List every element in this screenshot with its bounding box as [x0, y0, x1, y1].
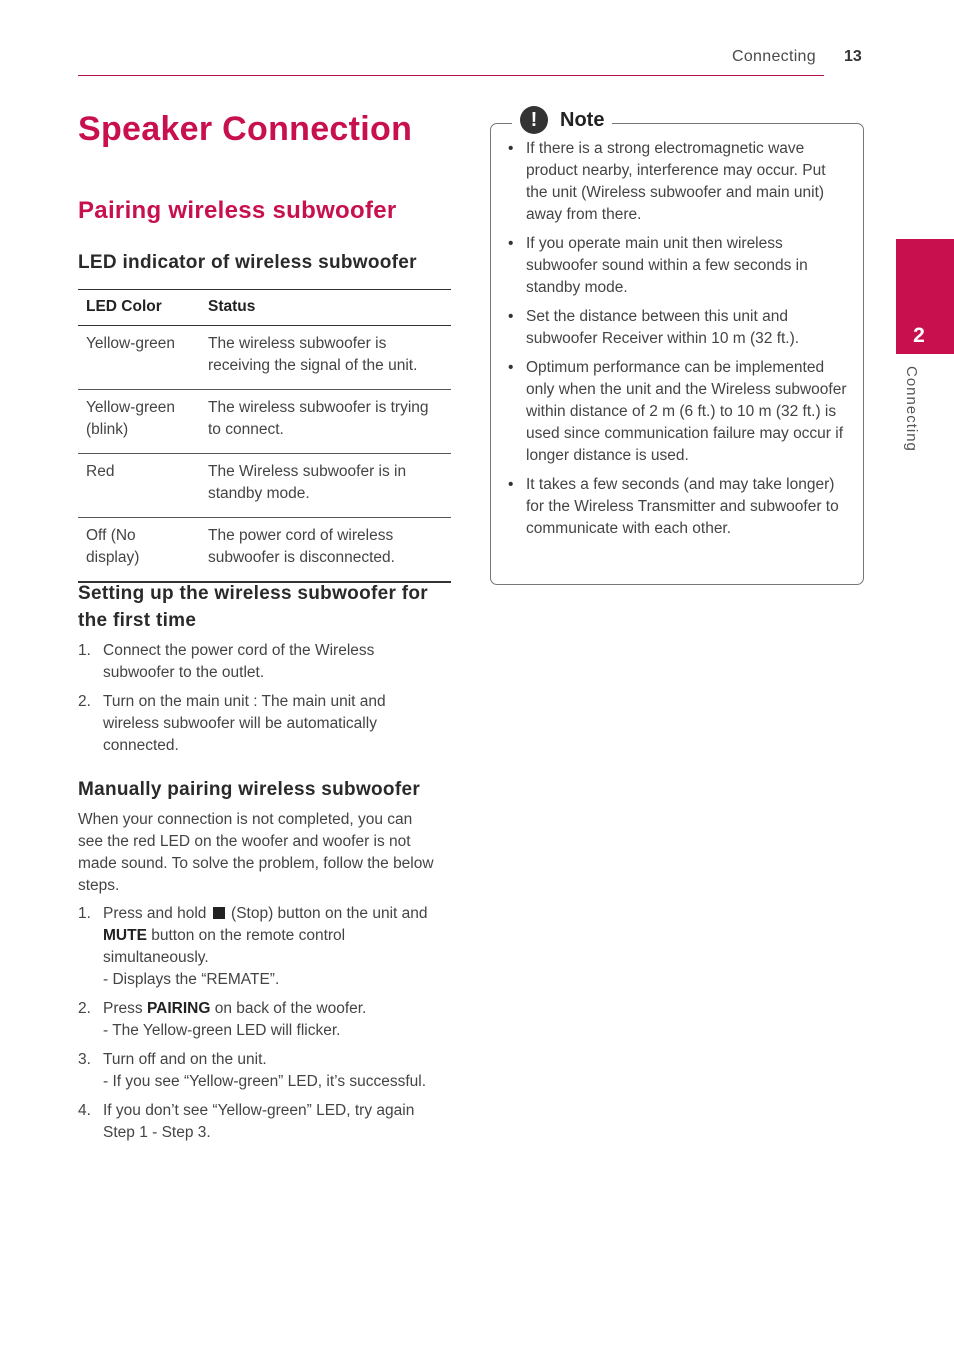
list-item: 4. If you don’t see “Yellow-green” LED, try again Step 1 - Step 3. — [78, 1102, 415, 1141]
list-item: 2. Press PAIRING on back of the woofer. - The Yellow-green LED will flicker. — [78, 998, 438, 1042]
setup-steps — [78, 640, 423, 764]
led-heading: LED indicator of wireless subwoofer — [78, 252, 417, 273]
led-color-cell: Yellow-green — [78, 326, 200, 390]
step-subnote: - The Yellow-green LED will flicker. — [103, 1022, 341, 1039]
step-subnote: - Displays the “REMATE”. — [103, 971, 280, 988]
step-text: Press — [103, 1000, 143, 1017]
step-text: Turn on the main unit : The main unit and wireless subwoofer will be automatically connected. — [103, 693, 386, 754]
step-text: on back of the woofer. — [214, 1000, 367, 1017]
led-status-cell: The wireless subwoofer is receiving the signal of the unit. — [200, 326, 451, 390]
note-list — [506, 138, 851, 547]
page-title: Speaker Connection — [78, 110, 413, 148]
note-header — [512, 104, 612, 136]
led-color-cell: Yellow-green (blink) — [78, 390, 200, 454]
header-rule — [78, 75, 824, 76]
chapter-tab — [896, 239, 954, 354]
step-text: (Stop) button on the unit and — [231, 905, 428, 922]
table-row — [78, 518, 451, 583]
list-item: 3. Turn off and on the unit. - If you see “Yellow-green” LED, it’s successful. — [78, 1049, 438, 1093]
list-item: 1. Connect the power cord of the Wireless subwoofer to the outlet. — [78, 642, 375, 681]
keyword-mute: MUTE — [103, 927, 147, 944]
chapter-label: Connecting — [903, 366, 920, 452]
list-item: • If there is a strong electromagnetic wave product nearby, interference may occur. Put the unit (Wireless subwoofer and main unit) away from there. — [506, 138, 851, 226]
led-status-cell: The wireless subwoofer is trying to connect. — [200, 390, 451, 454]
chapter-number: 2 — [913, 324, 925, 347]
led-color-cell: Red — [78, 454, 200, 518]
list-item: 2. Turn on the main unit : The main unit and wireless subwoofer will be automatically connected. — [78, 693, 386, 754]
step-text: If you don’t see “Yellow-green” LED, try again Step 1 - Step 3. — [103, 1102, 415, 1141]
running-header-section: Connecting — [732, 48, 816, 65]
manual-heading: Manually pairing wireless subwoofer — [78, 779, 421, 800]
list-item: • It takes a few seconds (and may take longer) for the Wireless Transmitter and subwoofer to communicate with each other. — [506, 474, 851, 540]
step-text: button on the remote control simultaneously. — [103, 927, 346, 966]
keyword-pairing: PAIRING — [146, 1000, 211, 1017]
exclamation-icon: ! — [520, 106, 548, 134]
note-label: Note — [560, 108, 605, 131]
led-color-cell: Off (No display) — [78, 518, 200, 583]
step-text: Press and hold — [103, 905, 207, 922]
step-text: Connect the power cord of the Wireless subwoofer to the outlet. — [103, 642, 375, 681]
led-table — [78, 289, 451, 583]
stop-icon — [213, 907, 225, 919]
setup-heading: Setting up the wireless subwoofer for the first time — [78, 583, 428, 631]
list-item: • Optimum performance can be implemented only when the unit and the Wireless subwoofer within distance of 2 m (6 ft.) to 10 m (32 ft.) is used since communication failure may occur if longer distance is used. — [506, 357, 851, 467]
page-number: 13 — [844, 48, 862, 65]
led-status-cell: The power cord of wireless subwoofer is disconnected. — [200, 518, 451, 583]
table-row — [78, 326, 451, 390]
list-item: • Set the distance between this unit and subwoofer Receiver within 10 m (32 ft.). — [506, 306, 851, 350]
list-item: 1. Press and hold (Stop) button on the unit and MUTE button on the remote control simultaneously. - Displays the “REMATE”. — [78, 903, 438, 991]
step-text: Turn off and on the unit. — [103, 1051, 267, 1068]
list-item: • If you operate main unit then wireless subwoofer sound within a few seconds in standby mode. — [506, 233, 851, 299]
column-header: LED Color — [78, 290, 200, 326]
manual-steps — [78, 903, 438, 1151]
manual-intro: When your connection is not completed, you can see the red LED on the woofer and woofer is not made sound. To solve the problem, follow the below steps. — [78, 811, 434, 894]
table-row — [78, 390, 451, 454]
section-title: Pairing wireless subwoofer — [78, 197, 397, 224]
led-status-cell: The Wireless subwoofer is in standby mode. — [200, 454, 451, 518]
column-header: Status — [200, 290, 451, 326]
table-header-row — [78, 290, 451, 326]
table-row — [78, 454, 451, 518]
step-subnote: - If you see “Yellow-green” LED, it’s successful. — [103, 1073, 427, 1090]
